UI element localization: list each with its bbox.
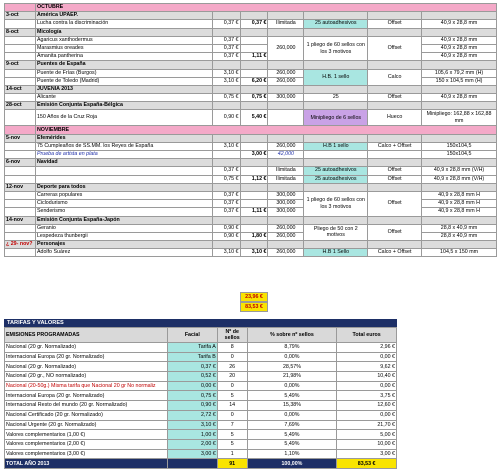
facial: 0,75 € [212,94,240,102]
issue-date: 14-oct [5,85,36,93]
tarifa-sellos: 5 [217,430,247,440]
tarifa-total: 10,40 € [337,372,397,382]
process: Offset [368,175,422,183]
table-row [5,208,497,216]
tarifa-name: Valores complementarios (2,00 €) [5,439,168,449]
group-row [5,28,497,36]
tarifa-total: 9,62 € [337,362,397,372]
group-name: Micología [35,28,212,36]
tirada: Ilimitada [268,167,304,175]
format: 40,9 x 28,8 mm (V/H) [422,167,497,175]
tarifa-name: Nacional Urgente (20 gr. Normalizado) [5,420,168,430]
table-row [5,69,497,77]
tarifa-pct: 0,00% [247,381,337,391]
total-pct: 100,00% [247,459,337,469]
facial: 0,37 € [212,191,240,199]
table-row [5,44,497,52]
month-label: OCTUBRE [35,4,496,12]
tarifa-pct: 5,49% [247,430,337,440]
presentation: H.B. 1 sello [304,69,368,85]
tarifa-pct: 15,38% [247,401,337,411]
stamp-desc: Alicante [35,94,212,102]
format: 40,9 x 28,8 mm [422,44,497,52]
tarifa-total: 3,75 € [337,391,397,401]
presentation: H.B 1 sello [304,142,368,150]
tarifa-total: 0,00 € [337,410,397,420]
facial: 3,10 € [212,142,240,150]
tarifa-name: Internacional Europa (20 gr. Normalizado) [5,352,168,362]
tarifa-facial: 0,37 € [167,362,217,372]
group-name: Emisión Conjunta España-Japón [35,216,212,224]
table-row [5,200,497,208]
tarifa-name: Nacional (20 gr. Normalizado) [5,362,168,372]
facial: 0,37 € [212,44,240,52]
facial: 0,37 € [212,208,240,216]
tirada: 300,000 [268,200,304,208]
tarifa-total: 3,00 € [337,449,397,459]
table-row [5,94,497,102]
tarifa-name: Nacional (20 gr. Normalizado) [5,343,168,353]
tarifa-sellos: 14 [217,401,247,411]
table-row [5,20,497,28]
process: Calco + Offset [368,142,422,150]
total-sellos: 91 [217,459,247,469]
tarifa-name: Internacional Resto del mundo (20 gr. Normalizado) [5,401,168,411]
total: 1,11 € [240,208,268,216]
format: 40,9 x 28,8 mm H [422,208,497,216]
tarifa-row [5,352,397,362]
group-name: Personajes [35,241,212,249]
header-total: Total euros [337,328,397,343]
tarifa-row [5,362,397,372]
tarifa-pct: 0,00% [247,410,337,420]
group-row [5,12,497,20]
grand-total-all: 83,53 € [240,302,268,312]
tarifa-total: 2,96 € [337,343,397,353]
table-row [5,224,497,232]
format: 40,9 x 28,8 mm H [422,200,497,208]
group-row [5,159,497,167]
tarifa-row [5,391,397,401]
header-emisiones: EMISIONES PROGRAMADAS [5,328,168,343]
table-row [5,36,497,44]
total: 5,40 € [240,110,268,126]
grand-total-face: 23,96 € [240,292,268,302]
stamp-desc: Lucha contra la discriminación [35,20,212,28]
issue-date: 3-oct [5,12,36,20]
process: Offset [368,191,422,216]
tarifa-name: Nacional Certificado (20 gr. Normalizado) [5,410,168,420]
tarifas-title: TARIFAS Y VALORES [4,319,397,327]
tarifa-sellos: 1 [217,449,247,459]
total: 1,11 € [240,53,268,61]
month-label: NOVIEMBRE [35,126,496,134]
tarifa-facial: 3,10 € [167,420,217,430]
tarifa-total: 10,00 € [337,439,397,449]
table-row [5,77,497,85]
tarifas-total-row [5,459,397,469]
group-name: Deporte para todos [35,183,212,191]
tarifa-facial: 0,52 € [167,372,217,382]
table-row [5,191,497,199]
tarifa-name: Internacional Europa (20 gr. Normalizado) [5,391,168,401]
issue-date: 5-nov [5,134,36,142]
tarifa-sellos: 7 [217,420,247,430]
facial: 0,37 € [212,53,240,61]
tirada: 260,000 [268,142,304,150]
tirada: 300,000 [268,94,304,102]
tirada: 300,000 [268,191,304,199]
process: Hueco [368,110,422,126]
issue-date: ¿ 29- nov? [5,241,36,249]
issue-date: 6-nov [5,159,36,167]
tarifa-pct: 21,98% [247,372,337,382]
tarifa-facial: 3,00 € [167,449,217,459]
tarifa-total: 0,00 € [337,352,397,362]
table-row [5,175,497,183]
tarifas-header [5,328,397,343]
tarifa-total: 12,60 € [337,401,397,411]
total: 0,37 € [240,20,268,28]
group-row [5,241,497,249]
tarifa-sellos: 0 [217,352,247,362]
tarifa-pct: 5,49% [247,439,337,449]
facial: 3,10 € [212,69,240,77]
format: 40,9 x 28,8 mm [422,53,497,61]
tarifa-sellos: 0 [217,410,247,420]
table-row [5,249,497,257]
tarifa-sellos: 5 [217,391,247,401]
presentation: 1 pliego de 60 sellos con los 3 motivos [304,191,368,216]
tarifa-sellos: 26 [217,362,247,372]
facial: 0,37 € [212,20,240,28]
total-label: TOTAL AÑO 2013 [5,459,168,469]
tirada: 300,000 [268,208,304,216]
tarifa-row [5,343,397,353]
format: 40,9 x 28,8 mm [422,94,497,102]
stamp-desc: Amanita pantherina [35,53,212,61]
tarifa-facial: Tarifa A [167,343,217,353]
header-facial: Facial [167,328,217,343]
tirada: 260,000 [268,249,304,257]
issue-date: 9-oct [5,61,36,69]
stamp-desc: Senderismo [35,208,212,216]
stamp-desc: Lespedeza thunbergii [35,232,212,240]
tarifa-total: 21,70 € [337,420,397,430]
table-row [5,232,497,240]
tarifa-pct: 7,69% [247,420,337,430]
facial: 0,90 € [212,224,240,232]
stamp-desc: Geranio [35,224,212,232]
stamp-desc: Puente de Toledo (Madrid) [35,77,212,85]
presentation: 25 [304,94,368,102]
process: Offset [368,36,422,61]
format: 150x104,5 [422,151,497,159]
tarifa-row [5,410,397,420]
group-name: Navidad [35,159,212,167]
facial: 0,37 € [212,200,240,208]
emissions-table [4,3,497,257]
stamp-desc: Agaricus xanthodermus [35,36,212,44]
tarifa-name: Nacional (20 gr., NO normalizado) [5,372,168,382]
group-name: Puentes de España [35,61,212,69]
grand-totals [240,292,268,312]
tarifa-pct: 28,57% [247,362,337,372]
tirada: 260,000 [268,232,304,240]
format: 150x104,5 [422,142,497,150]
total: 3,10 € [240,249,268,257]
presentation: 25 autoadhesivos [304,167,368,175]
tarifas-panel [4,319,397,469]
tarifa-sellos: 8 [217,343,247,353]
tirada: 42,000 [268,151,304,159]
tarifa-name: Valores complementarios (3,00 €) [5,449,168,459]
process: Offset [368,224,422,240]
tarifa-facial: 0,00 € [167,381,217,391]
month-row [5,126,497,134]
presentation: 1 pliego de 60 sellos con los 3 motivos [304,36,368,61]
group-row [5,61,497,69]
format: 40,9 x 28,8 mm [422,36,497,44]
process: Calco [368,69,422,85]
format: 105,6 x 79,2 mm (H) [422,69,497,77]
group-name: Efemérides [35,134,212,142]
tarifa-pct: 5,49% [247,391,337,401]
presentation: 25 autoadhesivos [304,20,368,28]
table-row [5,53,497,61]
tarifa-sellos: 5 [217,439,247,449]
format: 40,9 x 28,8 mm H [422,191,497,199]
group-row [5,183,497,191]
facial: 0,37 € [212,167,240,175]
tarifa-facial: 0,75 € [167,391,217,401]
tirada: 260,000 [268,224,304,232]
presentation: 25 autoadhesivos [304,175,368,183]
header-sellos: Nº de sellos [217,328,247,343]
tarifa-row [5,420,397,430]
group-row [5,134,497,142]
tarifa-row [5,430,397,440]
tarifa-row [5,449,397,459]
tirada: Ilimitada [268,20,304,28]
facial: 0,90 € [212,232,240,240]
facial: 3,10 € [212,249,240,257]
tarifa-facial: 2,00 € [167,439,217,449]
facial: 0,90 € [212,110,240,126]
group-row [5,85,497,93]
tarifa-sellos: 0 [217,381,247,391]
issue-date: 28-oct [5,102,36,110]
tarifa-name: Nacional (20-50g.) Misma tarifa que Nacional 20 gr No normaliz [5,381,168,391]
tirada: 260,000 [268,36,304,61]
tarifa-sellos: 20 [217,372,247,382]
tarifa-row [5,439,397,449]
presentation: Pliego de 50 con 2 motivos [304,224,368,240]
tarifa-total: 0,00 € [337,381,397,391]
stamp-desc: Puente de Frías (Burgos) [35,69,212,77]
tarifa-pct: 0,00% [247,352,337,362]
table-row [5,142,497,150]
tarifa-name: Valores complementarios (1,00 €) [5,430,168,440]
stamp-desc: Adolfo Suárez [35,249,212,257]
format: 150 x 104,5 mm (H) [422,77,497,85]
table-row [5,167,497,175]
facial: 0,75 € [212,175,240,183]
tarifa-pct: 8,79% [247,343,337,353]
tarifa-pct: 1,10% [247,449,337,459]
tarifa-row [5,401,397,411]
presentation: Minipliego de 6 sellos [304,110,368,126]
group-name: JUVENIA 2013 [35,85,212,93]
stamp-desc: Marasmius oreades [35,44,212,52]
total: 0,75 € [240,94,268,102]
stamp-desc: Prueba de artista en plata [35,151,212,159]
tarifa-row [5,381,397,391]
tarifa-total: 5,00 € [337,430,397,440]
stamp-desc: Ciclodurismo [35,200,212,208]
issue-date: 14-nov [5,216,36,224]
tarifa-facial: 0,90 € [167,401,217,411]
presentation: H.B 1 Sello [304,249,368,257]
process: Calco + Offset [368,249,422,257]
tarifa-facial: Tarifa B [167,352,217,362]
issue-date: 8-oct [5,28,36,36]
facial: 3,10 € [212,77,240,85]
group-row [5,102,497,110]
tarifa-facial: 1,00 € [167,430,217,440]
format: 28,8 x 40,9 mm [422,224,497,232]
month-row [5,4,497,12]
total: 1,80 € [240,232,268,240]
format: 40,9 x 28,8 mm [422,20,497,28]
tirada: 260,000 [268,77,304,85]
facial: 0,37 € [212,36,240,44]
format: Minipliego: 162,88 x 162,88 mm [422,110,497,126]
group-row [5,216,497,224]
table-row [5,151,497,159]
process: Offset [368,167,422,175]
tarifas-table [4,327,397,469]
total: 3,00 € [240,151,268,159]
tarifas-body [5,343,397,459]
group-name: América UPAEP. [35,12,212,20]
stamp-desc: 75 Cumpleaños de SS.MM. los Reyes de España [35,142,212,150]
issue-date: 12-nov [5,183,36,191]
table-row [5,110,497,126]
format: 28,8 x 40,9 mm [422,232,497,240]
total: 1,12 € [240,175,268,183]
total-euros: 83,53 € [337,459,397,469]
stamp-desc: Carreras populares [35,191,212,199]
tarifa-row [5,372,397,382]
tirada: 260,000 [268,69,304,77]
tarifa-facial: 2,72 € [167,410,217,420]
stamp-desc: 150 Años de la Cruz Roja [35,110,212,126]
tirada: Ilimitada [268,175,304,183]
emissions-calendar [4,3,497,257]
format: 40,9 x 28,8 mm (V/H) [422,175,497,183]
header-pct: % sobre nº sellos [247,328,337,343]
process: Offset [368,20,422,28]
group-name: Emisión Conjunta España-Bélgica [35,102,212,110]
format: 104,5 x 150 mm [422,249,497,257]
total: 6,20 € [240,77,268,85]
process: Offset [368,94,422,102]
